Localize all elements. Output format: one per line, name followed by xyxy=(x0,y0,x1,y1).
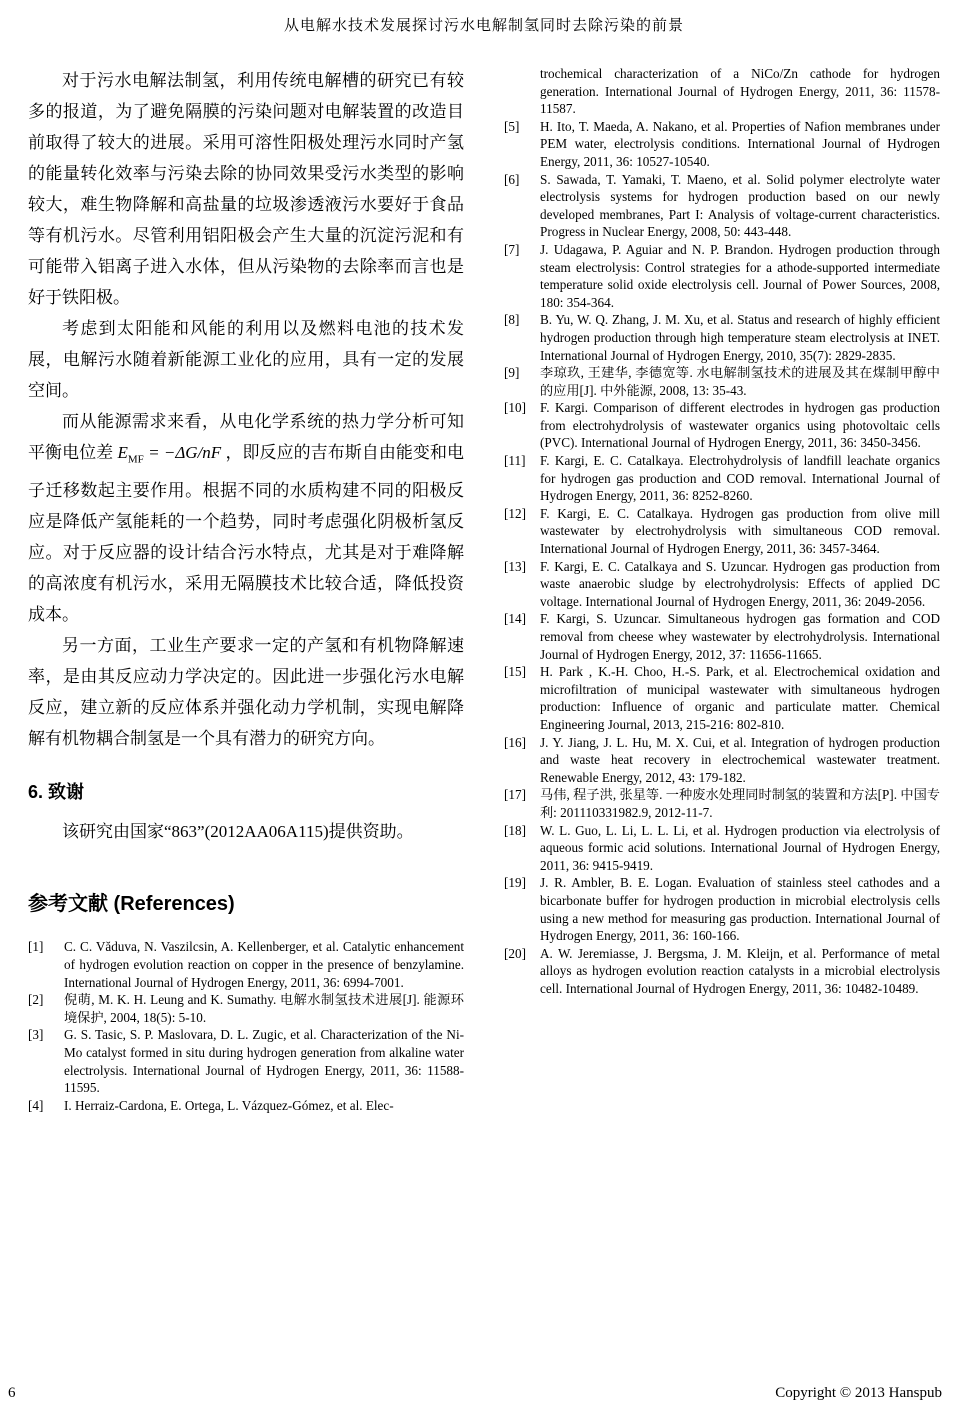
equilibrium-potential-formula xyxy=(117,443,222,466)
reference-item xyxy=(504,171,940,241)
reference-item xyxy=(504,118,940,171)
body-paragraph-4: 另一方面，工业生产要求一定的产氢和有机物降解速率，是由其反应动力学决定的。因此进一步强化污水电解反应，建立新的反应体系并强化动力学机制，实现电解降解有机物耦合制氢是一个具有潜力的研究方向。 xyxy=(28,636,464,749)
reference-label: [6] xyxy=(504,171,520,187)
reference-label: [13] xyxy=(504,558,526,574)
body-paragraph-2: 考虑到太阳能和风能的利用以及燃料电池的技术发展，电解污水随着新能源工业化的应用，具有一定的发展空间。 xyxy=(28,319,464,400)
reference-item xyxy=(504,558,940,611)
reference-label: [12] xyxy=(504,505,526,521)
copyright-notice: Copyright © 2013 Hanspub xyxy=(775,1385,942,1401)
reference-label: [2] xyxy=(28,992,44,1008)
reference-text: 倪萌, M. K. H. Leung and K. Sumathy. 电解水制氢技术进展[J]. 能源环境保护, 2004, 18(5): 5-10. xyxy=(64,992,464,1025)
reference-text: 马伟, 程子洪, 张星等. 一种废水处理同时制氢的装置和方法[P]. 中国专利: 201110331982.9, 2012-11-7. xyxy=(540,787,940,820)
references-heading: 参考文献 (References) xyxy=(28,893,235,916)
reference-item xyxy=(504,610,940,663)
reference-item xyxy=(504,945,940,998)
reference-item xyxy=(504,364,940,399)
reference-text: A. W. Jeremiasse, J. Bergsma, J. M. Kleijn, et al. Performance of metal alloys as hydrogen evolution reaction catalysts in a microbial electrolysis cell. International Journal of Hydrogen Energy, 2011, 36: 10482-10489. xyxy=(540,945,940,996)
reference-label: [8] xyxy=(504,312,520,328)
reference-label: [4] xyxy=(28,1097,44,1113)
reference-text: F. Kargi, E. C. Catalkaya and S. Uzuncar. Hydrogen gas production from waste anaerobic sludge by electrohydrolysis: Effects of applied DC voltage. International Journal of Hydrogen Energy, 2011, 36: 2049-2056. xyxy=(540,558,940,609)
reference-item xyxy=(28,1097,464,1115)
reference-text: J. R. Ambler, B. E. Logan. Evaluation of stainless steel cathodes and a bicarbonate buffer for hydrogen production in microbial electrolysis cells using a new method for measuring gas production. International Journal of Hydrogen Energy, 2011, 36: 160-166. xyxy=(540,875,940,944)
formula-variable: E xyxy=(117,443,128,462)
reference-text: F. Kargi, S. Uzuncar. Simultaneous hydrogen gas formation and COD removal from cheese whey wastewater by electrohydrolysis. International Journal of Hydrogen Energy, 2012, 37: 11656-11665. xyxy=(540,611,940,662)
reference-item xyxy=(504,822,940,875)
reference-label: [11] xyxy=(504,453,526,469)
reference-label: [7] xyxy=(504,241,520,257)
reference-item xyxy=(504,734,940,787)
reference-text: B. Yu, W. Q. Zhang, J. M. Xu, et al. Status and research of highly efficient hydrogen production through high temperature steam electrolysis at INET. International Journal of Hydrogen Energy, 2010, 35(7): 2829-2835. xyxy=(540,312,940,363)
running-header xyxy=(28,12,940,35)
reference-text: H. Park , K.-H. Choo, H.-S. Park, et al. Electrochemical oxidation and microfiltration of municipal wastewater with simultaneous hydrogen production: Influence of organic and particulate matter. Chemical Engineering Journal, 2013, 215-216: 802-810. xyxy=(540,664,940,732)
reference-4-continuation: trochemical characterization of a NiCo/Zn cathode for hydrogen generation. International Journal of Hydrogen Energy, 2011, 36: 11578-11587. xyxy=(540,66,940,117)
reference-text: I. Herraiz-Cardona, E. Ortega, L. Vázquez-Gómez, et al. Elec- xyxy=(64,1097,394,1113)
reference-label: [5] xyxy=(504,118,520,134)
right-column xyxy=(504,65,940,997)
reference-item xyxy=(504,311,940,364)
reference-item xyxy=(28,938,464,991)
reference-label: [19] xyxy=(504,875,526,891)
page-number: 6 xyxy=(8,1385,16,1401)
page-footer xyxy=(8,1385,942,1402)
reference-item xyxy=(28,1026,464,1096)
paragraph-3-lead-text: 而从能源需求来看，从电化学系统的热力学分析可知平衡电位差 xyxy=(28,412,464,462)
reference-text: F. Kargi, E. C. Catalkaya. Hydrogen gas production from olive mill wastewater by electrohydrolysis with simultaneous COD removal. International Journal of Hydrogen Energy, 2011, 36: 3457-3464. xyxy=(540,505,940,557)
two-column-body xyxy=(28,65,940,1114)
reference-label: [10] xyxy=(504,400,526,416)
reference-label: [20] xyxy=(504,945,526,961)
left-column xyxy=(28,65,464,1114)
reference-item xyxy=(504,452,940,505)
reference-label: [16] xyxy=(504,734,526,750)
section-6-heading: 6. 致谢 xyxy=(28,782,85,803)
formula-subscript: MF xyxy=(127,453,144,466)
page-title: 从电解水技术发展探讨污水电解制氢同时去除污染的前景 xyxy=(283,18,684,34)
reference-label: [17] xyxy=(504,787,526,803)
reference-text: 李琼玖, 王建华, 李德宽等. 水电解制氢技术的进展及其在煤制甲醇中的应用[J]. 中外能源, 2008, 13: 35-43. xyxy=(540,365,940,398)
reference-item xyxy=(504,399,940,452)
formula-expression: = −ΔG/nF xyxy=(143,443,222,462)
reference-text: C. C. Văduva, N. Vaszilcsin, A. Kellenberger, et al. Catalytic enhancement of hydrogen evolution reaction on copper in the presence of benzylamine. International Journal of Hydrogen Energy, 2011, 36: 6994-7001. xyxy=(64,939,464,990)
reference-item xyxy=(28,991,464,1026)
reference-item xyxy=(504,505,940,558)
acknowledgement-paragraph: 该研究由国家“863”(2012AA06A115)提供资助。 xyxy=(62,822,414,842)
reference-text: F. Kargi, E. C. Catalkaya. Electrohydrolysis of landfill leachate organics for hydrogen gas production and COD removal. International Journal of Hydrogen Energy, 2011, 36: 8252-8260. xyxy=(540,453,940,504)
reference-text: W. L. Guo, L. Li, L. L. Li, et al. Hydrogen production via electrolysis of aqueous formic acid solutions. International Journal of Hydrogen Energy, 2011, 36: 9415-9419. xyxy=(540,822,940,873)
references-list-right xyxy=(504,118,940,998)
reference-text: J. Udagawa, P. Aguiar and N. P. Brandon. Hydrogen production through steam electrolysis: Control strategies for a athode-supported intermediate temperature solid oxide electrolysis cell. Journal of Power Sources, 2008, 180: 354-364. xyxy=(540,241,940,310)
reference-item xyxy=(504,874,940,944)
reference-item xyxy=(504,786,940,821)
reference-item xyxy=(504,663,940,733)
reference-text: G. S. Tasic, S. P. Maslovara, D. L. Zugic, et al. Characterization of the Ni-Mo catalyst formed in situ during hydrogen generation from alkaline water electrolysis. International Journal of Hydrogen Energy, 2011, 36: 11588-11595. xyxy=(64,1027,464,1096)
references-list-left xyxy=(28,938,464,1114)
reference-label: [15] xyxy=(504,664,526,680)
reference-text: H. Ito, T. Maeda, A. Nakano, et al. Properties of Nafion membranes under PEM water, electrolysis conditions. International Journal of Hydrogen Energy, 2011, 36: 10527-10540. xyxy=(540,118,940,169)
paragraph-3-trailing-text: ，即反应的吉布斯自由能变和电子迁移数起主要作用。根据不同的水质构建不同的阳极反应是降低产氢能耗的一个趋势，同时考虑强化阴极析氢反应。对于反应器的设计结合污水特点，尤其是对于难降解的高浓度有机污水，采用无隔膜技术比较合适，降低投资成本。 xyxy=(28,443,465,625)
reference-label: [1] xyxy=(28,939,44,955)
reference-label: [9] xyxy=(504,365,520,381)
reference-item xyxy=(504,241,940,311)
reference-text: J. Y. Jiang, J. L. Hu, M. X. Cui, et al. Integration of hydrogen production and waste heat recovery in electrochemical wastewater treatment. Renewable Energy, 2012, 43: 179-182. xyxy=(540,734,940,785)
reference-label: [18] xyxy=(504,822,526,838)
body-paragraph-3 xyxy=(28,406,464,630)
reference-label: [14] xyxy=(504,611,526,627)
reference-label: [3] xyxy=(28,1027,44,1043)
reference-text: S. Sawada, T. Yamaki, T. Maeno, et al. Solid polymer electrolyte water electrolysis systems for hydrogen production based on our newly developed membranes, Part I: Analysis of voltage-current characteristics. Progress in Nuclear Energy, 2008, 50: 443-448. xyxy=(540,171,940,240)
reference-text: F. Kargi. Comparison of different electrodes in hydrogen gas production from electrohydrolysis of wastewater organics using photovoltaic cells (PVC). International Journal of Hydrogen Energy, 2011, 36: 3450-3456. xyxy=(540,400,940,451)
body-paragraph-1: 对于污水电解法制氢，利用传统电解槽的研究已有较多的报道，为了避免隔膜的污染问题对电解装置的改造目前取得了较大的进展。采用可溶性阳极处理污水同时产氢的能量转化效率与污染去除的协同效果受污水类型的影响较大，难生物降解和高盐量的垃圾渗透液污水要好于食品等有机污水。尽管利用铝阳极会产生大量的沉淀污泥和有可能带入铝离子进入水体，但从污染物的去除率而言也是好于铁阳极。 xyxy=(28,71,464,307)
